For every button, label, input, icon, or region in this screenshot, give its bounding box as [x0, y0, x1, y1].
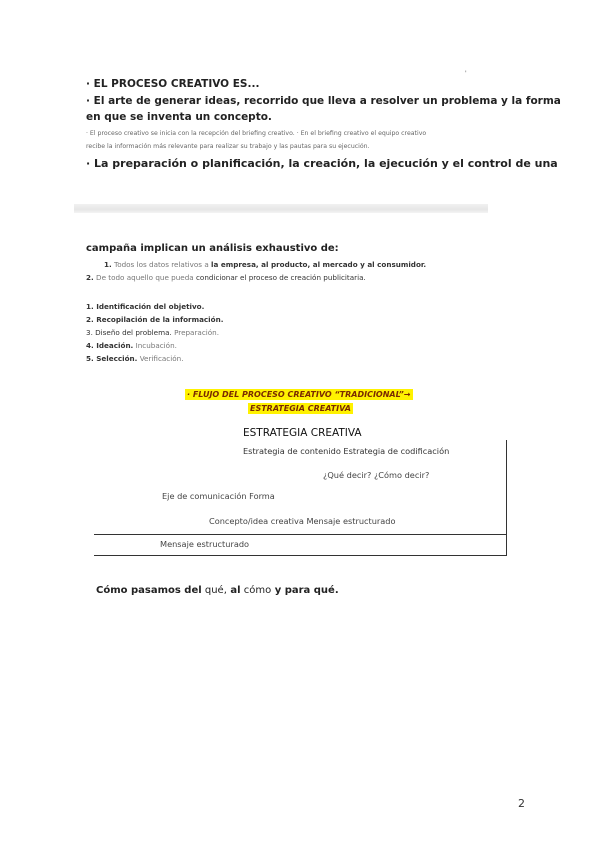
- closing-part-1: Cómo pasamos del: [96, 585, 202, 596]
- analysis-item-1-prefix: 1.: [104, 260, 112, 269]
- analysis-lead: campaña implican un análisis exhaustivo de:: [86, 243, 339, 254]
- step-3: [86, 328, 219, 337]
- diagram-row-4: Concepto/idea creativa Mensaje estructurado: [209, 516, 396, 526]
- closing-part-6: para qué.: [281, 585, 339, 596]
- closing-part-4: cómo: [240, 585, 272, 596]
- step-2-bold: 2. Recopilación de la información.: [86, 315, 224, 324]
- intro-note-line-2: recibe la información más relevante para realizar su trabajo y las pautas para su ejecución.: [86, 143, 370, 150]
- diagram-row-1: Estrategia de contenido Estrategia de codificación: [243, 446, 450, 456]
- diagram-bottom-rule: [94, 555, 507, 556]
- closing-part-2: qué,: [201, 585, 227, 596]
- diagram-right-border: [506, 440, 507, 556]
- diagram-row-3: Eje de comunicación Forma: [162, 491, 275, 501]
- closing-line: [96, 585, 339, 596]
- diagram-mid-rule: [94, 534, 506, 535]
- step-3-bold: 3. Diseño del problema.: [86, 328, 172, 337]
- step-5-rest: Verificación.: [137, 354, 184, 363]
- step-1-bold: 1. Identificación del objetivo.: [86, 302, 205, 311]
- intro-definition-line-1: · El arte de generar ideas, recorrido que lleva a resolver un problema y la forma: [86, 95, 561, 107]
- flow-title-line-1: · FLUJO DEL PROCESO CREATIVO “TRADICIONAL”→: [187, 390, 411, 399]
- diagram-title: ESTRATEGIA CREATIVA: [243, 427, 362, 439]
- analysis-item-1: [104, 260, 426, 269]
- step-4-bold: 4. Ideación.: [86, 341, 134, 350]
- intro-phases: · La preparación o planificación, la creación, la ejecución y el control de una: [86, 157, 558, 170]
- step-4: [86, 341, 177, 350]
- flow-title-line-2: ESTRATEGIA CREATIVA: [250, 404, 351, 413]
- intro-heading: · EL PROCESO CREATIVO ES...: [86, 78, 260, 90]
- page-number: 2: [518, 797, 525, 810]
- step-3-rest: Preparación.: [171, 328, 220, 337]
- analysis-item-1-text: Todos los datos relativos a: [114, 260, 209, 269]
- step-5-bold: 5. Selección.: [86, 354, 138, 363]
- stray-mark: ': [465, 70, 467, 77]
- analysis-item-2-prefix: 2.: [86, 273, 94, 282]
- analysis-item-2-text: De todo aquello que pueda: [96, 273, 194, 282]
- intro-definition-line-2: en que se inventa un concepto.: [86, 111, 272, 123]
- analysis-item-2: [86, 273, 366, 282]
- closing-part-3: al: [226, 585, 241, 596]
- intro-note-line-1: · El proceso creativo se inicia con la recepción del briefing creativo. · En el briefing creativo el equipo creativo: [86, 130, 427, 137]
- page-break-band: [74, 204, 488, 213]
- step-4-rest: Incubación.: [133, 341, 177, 350]
- analysis-item-2-bold: condicionar el proceso de creación publicitaria.: [195, 273, 366, 282]
- diagram-row-2: ¿Qué decir? ¿Cómo decir?: [323, 470, 430, 480]
- step-2: [86, 315, 223, 324]
- step-5: [86, 354, 184, 363]
- closing-part-5: y: [271, 585, 282, 596]
- step-1: [86, 302, 204, 311]
- analysis-item-1-bold: la empresa, al producto, al mercado y al consumidor.: [211, 260, 427, 269]
- diagram-row-5: Mensaje estructurado: [160, 539, 250, 549]
